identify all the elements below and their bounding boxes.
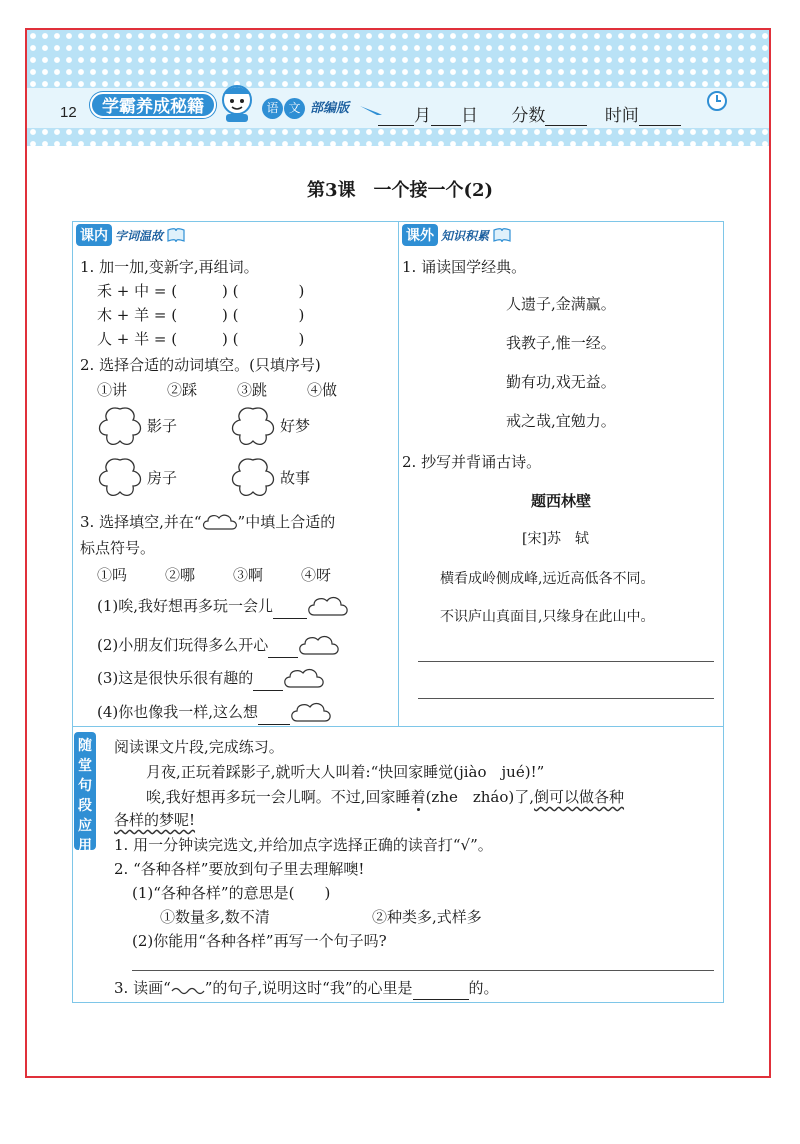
flower-blank[interactable] (228, 405, 278, 447)
q3-stem-cont: 标点符号。 (80, 539, 156, 557)
wavy-line-icon (171, 982, 205, 996)
q3-item: (4)你也像我一样,这么想 (97, 700, 332, 725)
time-blank[interactable] (639, 108, 681, 126)
option: ④呀 (301, 566, 332, 584)
section-divider (72, 726, 724, 727)
choice-option[interactable]: ②种类多,式样多 (372, 908, 482, 926)
poem-line: 横看成岭侧成峰,远近高低各不同。 (440, 571, 655, 587)
writing-line[interactable] (418, 698, 714, 699)
left-subtitle: 字词温故 (115, 228, 164, 243)
option: ③啊 (233, 566, 264, 584)
answer-blank[interactable] (268, 642, 298, 658)
q3-item: (3)这是很快乐很有趣的 (97, 666, 325, 691)
bottom-q2: 2. “各种各样”要放到句子里去理解噢! (114, 860, 365, 878)
bottom-q2-1: (1)“各种各样”的意思是( ) (132, 884, 331, 902)
flower-blank[interactable] (95, 405, 145, 447)
classic-line: 我教子,惟一经。 (506, 334, 616, 352)
day-blank[interactable] (431, 108, 461, 126)
page-number: 12 (60, 104, 77, 121)
poem-author: [宋]苏 轼 (522, 531, 589, 547)
brand-logo: 学霸养成秘籍 (90, 92, 216, 118)
option: ①吗 (97, 566, 128, 584)
mascot-icon (214, 80, 260, 124)
classic-line: 勤有功,戏无益。 (506, 373, 616, 391)
right-q1-stem: 1. 诵读国学经典。 (402, 258, 527, 276)
left-badge: 课内 (76, 224, 112, 246)
flower-blank[interactable] (95, 456, 145, 498)
q1-row: 禾 + 中 = ( ) ( ) (97, 282, 305, 300)
option: ①讲 (97, 381, 128, 399)
q3-item: (1)唉,我好想再多玩一会儿 (97, 594, 349, 619)
cloud-icon (202, 513, 238, 533)
poem-title: 题西林壁 (531, 492, 592, 510)
bottom-q1: 1. 用一分钟读完选文,并给加点字选择正确的读音打“√”。 (114, 836, 493, 854)
passage-line (114, 808, 195, 832)
book-icon (492, 227, 512, 243)
bottom-q3: 3. 读画“ ”的句子,说明这时“我”的心里是 的。 (114, 976, 499, 1000)
q1-row: 木 + 羊 = ( ) ( ) (97, 306, 305, 324)
passage-line: 月夜,正玩着踩影子,就听大人叫着:“快回家睡觉(jiào jué)!” (146, 763, 545, 781)
writing-line[interactable] (418, 661, 714, 662)
q2-stem: 2. 选择合适的动词填空。(只填序号) (80, 356, 321, 374)
q2-item: 故事 (280, 469, 311, 487)
q1-stem: 1. 加一加,变新字,再组词。 (80, 258, 259, 276)
cloud-blank[interactable] (298, 634, 340, 658)
flower-blank[interactable] (228, 456, 278, 498)
cloud-blank[interactable] (290, 701, 332, 725)
writing-line[interactable] (132, 970, 714, 971)
bottom-q2-2: (2)你能用“各种各样”再写一个句子吗? (132, 932, 387, 950)
right-q2-stem: 2. 抄写并背诵古诗。 (402, 453, 542, 471)
wavy-underline-text: 各样的梦呢! (114, 811, 196, 829)
option: ④做 (307, 381, 338, 399)
poem-line: 不识庐山真面目,只缘身在此山中。 (440, 609, 655, 625)
q2-item: 影子 (147, 417, 178, 435)
option: ②哪 (165, 566, 196, 584)
option: ②踩 (167, 381, 198, 399)
classic-line: 戒之哉,宜勉力。 (506, 412, 616, 430)
q3-options (97, 563, 331, 587)
q2-options (97, 378, 337, 402)
option: ③跳 (237, 381, 268, 399)
right-section-header (402, 224, 512, 246)
clock-icon (706, 90, 728, 112)
q3-item: (2)小朋友们玩得多么开心 (97, 633, 340, 658)
right-badge: 课外 (402, 224, 438, 246)
column-divider (398, 221, 399, 727)
passage-line: 唉,我好想再多玩一会儿啊。不过,回家睡着(zhe zháo)了,倒可以做各种 (146, 788, 625, 806)
dotted-char: 着 (410, 788, 426, 806)
classic-line: 人遗子,金满赢。 (506, 295, 616, 313)
right-subtitle: 知识积累 (441, 228, 490, 243)
month-blank[interactable] (378, 108, 414, 126)
reading-intro: 阅读课文片段,完成练习。 (114, 738, 284, 756)
lesson-title: 第3课 一个接一个(2) (306, 180, 494, 201)
wavy-underline-text: 倒可以做各种 (534, 788, 625, 806)
date-score-fields: 月 日 分数 时间 (378, 101, 681, 126)
answer-blank[interactable] (253, 675, 283, 691)
left-section-header (76, 224, 186, 246)
answer-blank[interactable] (413, 984, 469, 1000)
edition-label: 部编版 (310, 101, 350, 116)
score-blank[interactable] (545, 108, 587, 126)
q1-row: 人 + 半 = ( ) ( ) (97, 330, 305, 348)
subject-badge: 语 文 (262, 98, 306, 119)
q3-stem: 3. 选择填空,并在“ ”中填上合适的 (80, 513, 336, 531)
cloud-blank[interactable] (283, 667, 325, 691)
choice-option[interactable]: ①数量多,数不清 (160, 908, 270, 926)
answer-blank[interactable] (273, 603, 307, 619)
section-tab: 随 堂 句 段 应 用 (74, 732, 96, 850)
book-icon (166, 227, 186, 243)
q2-item: 房子 (147, 469, 178, 487)
answer-blank[interactable] (258, 709, 290, 725)
cloud-blank[interactable] (307, 595, 349, 619)
q2-item: 好梦 (280, 417, 311, 435)
